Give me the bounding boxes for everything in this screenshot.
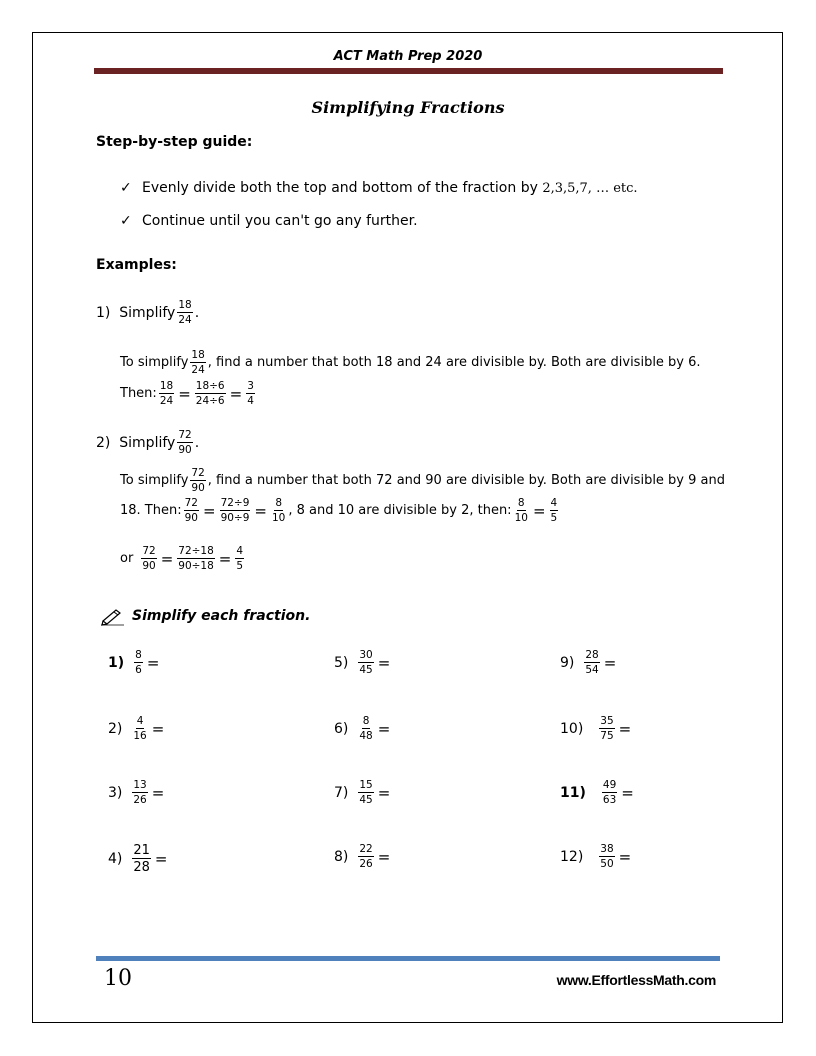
fraction: $\frac{72}{90}$ xyxy=(191,467,205,494)
step-math: 2,3,5,7, … etc. xyxy=(542,181,638,196)
pencil-icon xyxy=(100,606,126,626)
problem-6: 6) $\frac{8}{48}$ = xyxy=(334,715,391,742)
website-link[interactable]: www.EffortlessMath.com xyxy=(556,972,716,988)
step-text: Continue until you can't go any further. xyxy=(142,213,418,229)
fraction: $\frac{49}{63}$ xyxy=(602,779,617,806)
fraction: $\frac{18}{24}$ xyxy=(159,380,174,407)
guide-label: Step-by-step guide xyxy=(96,134,247,150)
problem-11: 11) $\frac{49}{63}$ = xyxy=(560,779,634,806)
fraction: $\frac{72\div 9}{90\div 9}$ xyxy=(220,497,250,524)
problem-3: 3) $\frac{13}{26}$ = xyxy=(108,779,165,806)
example-1-heading: 1) Simplify $\frac{18}{24}$ . xyxy=(96,299,200,326)
examples-heading: Examples: xyxy=(96,257,177,273)
fraction: $\frac{4}{5}$ xyxy=(550,497,558,524)
example-1-line-1: To simplify $\frac{18}{24}$ , find a number that both 18 and 24 are divisible by. Both are divisible by 6. xyxy=(120,349,701,376)
fraction: $\frac{22}{26}$ xyxy=(359,843,373,870)
fraction: $\frac{4}{16}$ xyxy=(133,715,147,742)
guide-heading: Step-by-step guide: xyxy=(96,134,253,150)
fraction: $\frac{18}{24}$ xyxy=(178,299,192,326)
book-title: ACT Math Prep 2020 xyxy=(333,49,483,64)
problem-2: 2) $\frac{4}{16}$ = xyxy=(108,715,165,742)
problem-1: 1) $\frac{8}{6}$ = xyxy=(108,649,160,676)
guide-step-2 xyxy=(120,213,418,229)
problem-4: 4) $\frac{21}{28}$ = xyxy=(108,843,168,875)
fraction: $\frac{8}{48}$ xyxy=(359,715,373,742)
page-number: 10 xyxy=(104,966,132,991)
lesson-title: Simplifying Fractions xyxy=(311,98,505,117)
fraction: $\frac{38}{50}$ xyxy=(600,843,614,870)
fraction: $\frac{15}{45}$ xyxy=(359,779,373,806)
example-2-line-1: To simplify $\frac{72}{90}$ , find a number that both 72 and 90 are divisible by. Both are divisible by 9 and xyxy=(120,467,725,494)
fraction: $\frac{72\div 18}{90\div 18}$ xyxy=(178,545,214,572)
fraction: $\frac{28}{54}$ xyxy=(585,649,599,676)
checkmark-icon: ✓ xyxy=(120,213,132,229)
fraction: $\frac{8}{6}$ xyxy=(135,649,142,676)
fraction: $\frac{72}{90}$ xyxy=(178,429,192,456)
fraction: $\frac{72}{90}$ xyxy=(142,545,156,572)
example-2-heading: 2) Simplify $\frac{72}{90}$ . xyxy=(96,429,200,456)
fraction: $\frac{72}{90}$ xyxy=(184,497,198,524)
example-2-line-2: 18. Then: $\frac{72}{90}$ = $\frac{72\div 9}{90\div 9}$ = $\frac{8}{10}$ , 8 and 10 are divisible by 2, then: $\frac{8}{10}$ = $\frac{4}{5}$ xyxy=(120,497,558,524)
examples-label: Examples xyxy=(96,257,172,273)
fraction: $\frac{18\div 6}{24\div 6}$ xyxy=(195,380,225,407)
fraction: $\frac{35}{75}$ xyxy=(600,715,614,742)
problem-8: 8) $\frac{22}{26}$ = xyxy=(334,843,391,870)
fraction: $\frac{3}{4}$ xyxy=(247,380,254,407)
guide-step-1 xyxy=(120,180,638,196)
fraction: $\frac{18}{24}$ xyxy=(191,349,205,376)
problem-10: 10) $\frac{35}{75}$ = xyxy=(560,715,632,742)
fraction: $\frac{21}{28}$ xyxy=(133,843,150,875)
fraction: $\frac{30}{45}$ xyxy=(359,649,373,676)
checkmark-icon: ✓ xyxy=(120,180,132,196)
problem-7: 7) $\frac{15}{45}$ = xyxy=(334,779,391,806)
problem-9: 9) $\frac{28}{54}$ = xyxy=(560,649,617,676)
example-2-line-3: or $\frac{72}{90}$ = $\frac{72\div 18}{90\div 18}$ = $\frac{4}{5}$ xyxy=(120,545,244,572)
footer-rule xyxy=(96,956,720,961)
problem-5: 5) $\frac{30}{45}$ = xyxy=(334,649,391,676)
exercise-title: Simplify each fraction. xyxy=(132,608,311,624)
fraction: $\frac{8}{10}$ xyxy=(514,497,528,524)
example-1-line-2: Then: $\frac{18}{24}$ = $\frac{18\div 6}{24\div 6}$ = $\frac{3}{4}$ xyxy=(120,380,254,407)
exercise-heading xyxy=(100,606,310,626)
step-text: Evenly divide both the top and bottom of the fraction by xyxy=(142,180,538,196)
fraction: $\frac{13}{26}$ xyxy=(133,779,147,806)
fraction: $\frac{4}{5}$ xyxy=(236,545,244,572)
fraction: $\frac{8}{10}$ xyxy=(271,497,286,524)
header-rule xyxy=(94,68,723,74)
problem-12: 12) $\frac{38}{50}$ = xyxy=(560,843,632,870)
